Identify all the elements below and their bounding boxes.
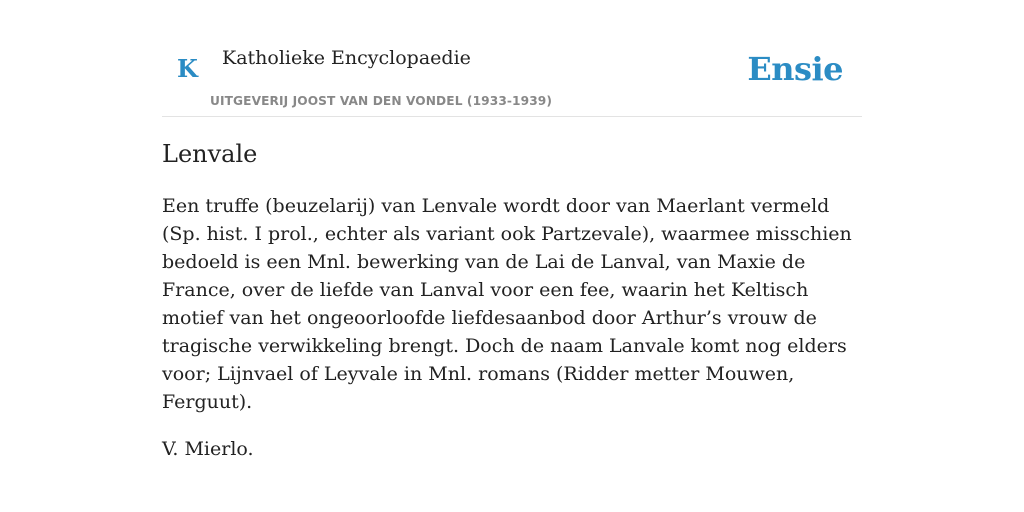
article-body: Een truffe (beuzelarij) van Lenvale wordt door van Maerlant vermeld (Sp. hist. I prol., echter als variant ook Partzevale), waarmee misschien bedoeld is een Mnl. bewerking van de Lai de Lanval, van Maxie de France, over de liefde van Lanval voor een fee, waarin het Keltisch motief van het ongeoorloofde liefdesaanbod door Arthur’s vrouw de tragische verwikkeling brengt. Doch de naam Lanvale komt nog elders voor; Lijnvael of Leyvale in Mnl. romans (Ridder metter Mouwen, Ferguut).: [162, 195, 852, 413]
site-title: Katholieke Encyclopaedie: [222, 47, 471, 69]
article: [162, 136, 866, 463]
article-author: V. Mierlo.: [162, 438, 254, 460]
ensie-brand-link[interactable]: Ensie: [747, 50, 843, 88]
article-title: Lenvale: [162, 140, 258, 168]
publisher-subtitle: UITGEVERIJ JOOST VAN DEN VONDEL (1933-1939): [210, 94, 553, 108]
site-header: [162, 0, 862, 117]
encyclopedia-logo[interactable]: K: [177, 54, 198, 83]
